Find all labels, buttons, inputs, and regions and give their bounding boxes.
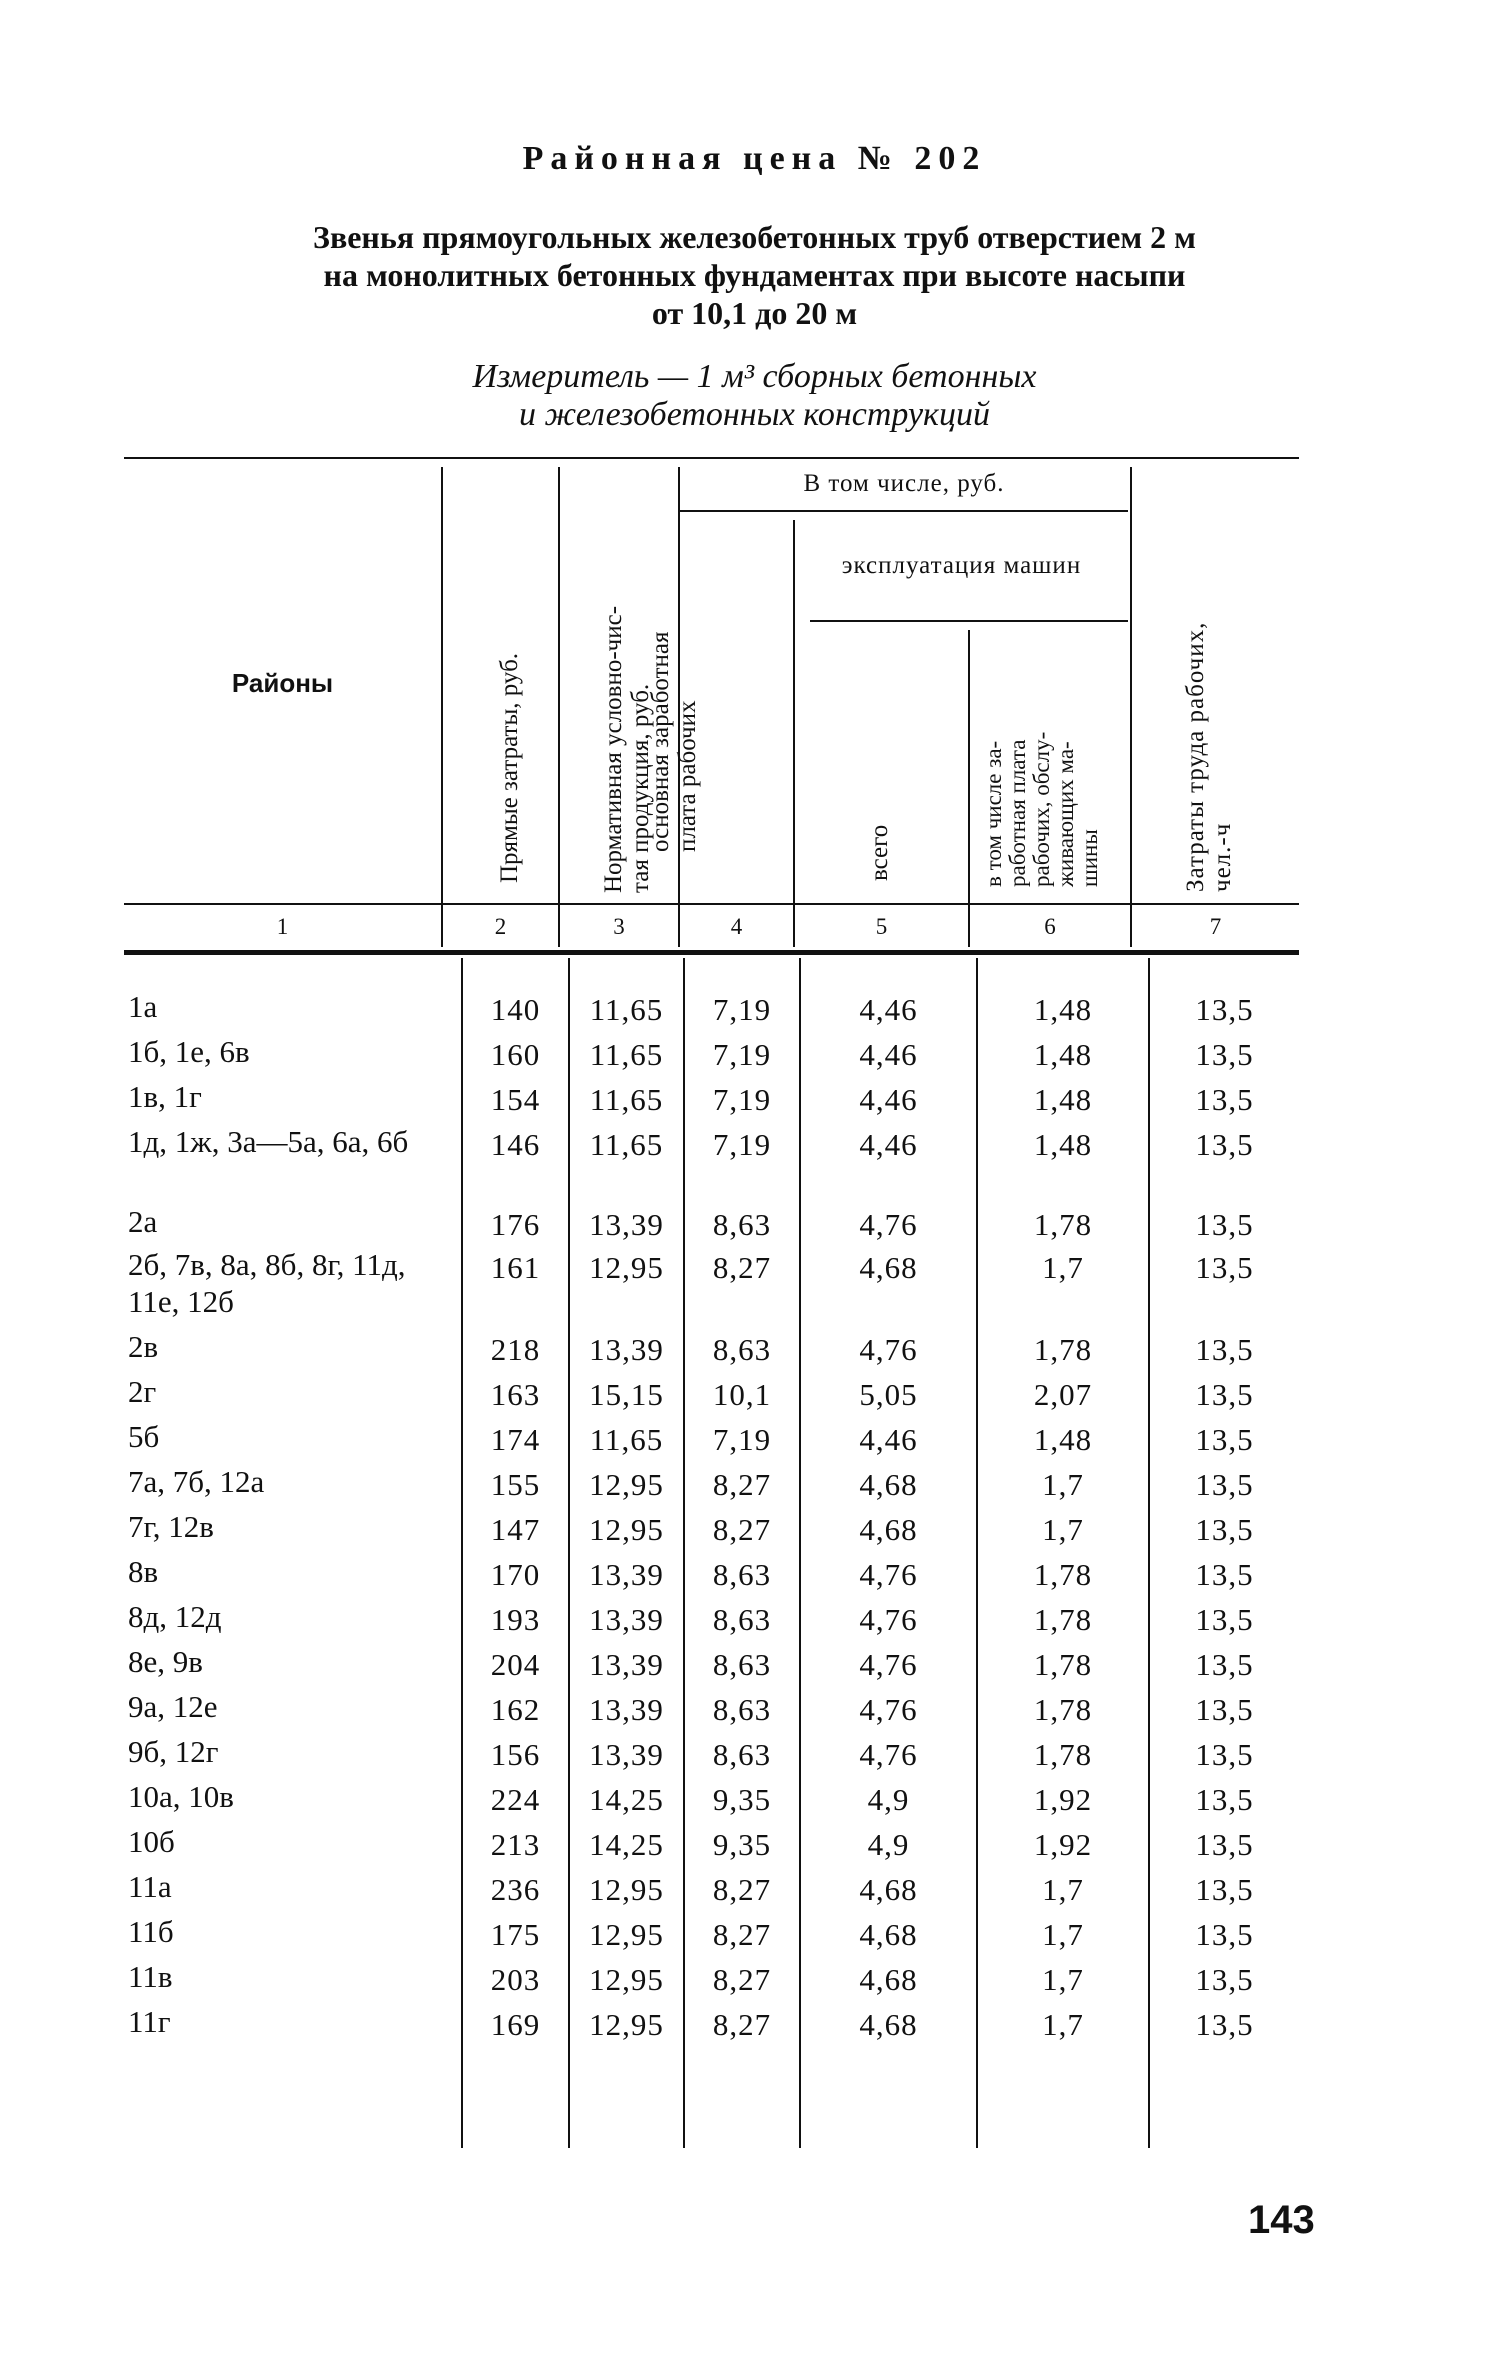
row-cell: 9,35 xyxy=(712,1782,772,1817)
row-cell: 162 xyxy=(490,1692,541,1727)
column-number: 3 xyxy=(613,914,625,939)
row-region: 8в xyxy=(128,1554,159,1589)
header-labor-line: чел.-ч xyxy=(1209,822,1236,892)
row-cell: 11,65 xyxy=(589,1037,664,1072)
table-row xyxy=(0,1913,1509,1957)
row-cell: 176 xyxy=(490,1207,541,1242)
row-cell: 1,7 xyxy=(1042,2007,1084,2042)
row-cell: 11,65 xyxy=(589,1422,664,1457)
row-cell: 4,76 xyxy=(859,1602,918,1637)
row-cell: 169 xyxy=(490,2007,541,2042)
table-row xyxy=(0,1643,1509,1687)
measure-line: Измеритель — 1 м³ сборных бетонных xyxy=(472,358,1037,395)
row-cell: 1,48 xyxy=(1033,1422,1093,1457)
row-cell: 1,48 xyxy=(1033,1037,1093,1072)
header-total xyxy=(866,781,894,881)
row-cell: 13,5 xyxy=(1195,1422,1254,1457)
row-cell: 7,19 xyxy=(712,1422,772,1457)
row-region: 2б, 7в, 8а, 8б, 8г, 11д, 11е, 12б xyxy=(128,1247,406,1319)
header-machines: эксплуатация машин xyxy=(841,552,1082,579)
row-cell: 155 xyxy=(490,1467,541,1502)
column-number: 6 xyxy=(1044,914,1056,939)
row-cell: 15,15 xyxy=(589,1377,664,1412)
column-divider xyxy=(441,467,443,947)
row-cell: 13,5 xyxy=(1195,2007,1254,2042)
row-region: 2г xyxy=(128,1374,157,1409)
column-divider xyxy=(558,467,560,947)
row-region: 10а, 10в xyxy=(128,1779,234,1814)
page-number: 143 xyxy=(1248,2198,1315,2242)
row-cell: 7,19 xyxy=(712,992,772,1027)
row-cell: 5,05 xyxy=(859,1377,918,1412)
table-row xyxy=(0,1688,1509,1732)
row-region: 1в, 1г xyxy=(128,1079,202,1114)
header-machine-wage-line: работная плата xyxy=(1005,739,1030,887)
row-cell: 1,7 xyxy=(1042,1512,1084,1547)
row-cell: 13,39 xyxy=(589,1332,664,1367)
row-region: 11в xyxy=(128,1959,173,1994)
table-row xyxy=(0,1598,1509,1642)
measure-unit xyxy=(140,358,1369,434)
header-rule-including xyxy=(678,510,1128,512)
column-number: 1 xyxy=(276,914,289,939)
row-cell: 4,68 xyxy=(859,1512,918,1547)
row-cell: 174 xyxy=(490,1422,541,1457)
row-cell: 4,9 xyxy=(867,1782,910,1817)
row-cell: 13,5 xyxy=(1195,1737,1254,1772)
row-cell: 156 xyxy=(490,1737,541,1772)
subtitle-line: Звенья прямоугольных железобетонных труб отверстием 2 м xyxy=(313,219,1196,255)
row-cell: 4,68 xyxy=(859,1872,918,1907)
row-cell: 8,63 xyxy=(712,1602,772,1637)
table-row xyxy=(0,1246,1509,1319)
row-region: 7г, 12в xyxy=(128,1509,214,1544)
row-cell: 218 xyxy=(490,1332,541,1367)
row-region: 11б xyxy=(128,1914,174,1949)
row-cell: 13,5 xyxy=(1195,1250,1254,1285)
row-cell: 8,27 xyxy=(712,1917,772,1952)
row-cell: 13,5 xyxy=(1195,1962,1254,1997)
column-divider xyxy=(968,630,970,947)
header-machine-wage-line: живающих ма- xyxy=(1053,741,1078,887)
row-cell: 1,48 xyxy=(1033,992,1093,1027)
row-cell: 213 xyxy=(490,1827,541,1862)
row-cell: 10,1 xyxy=(712,1377,772,1412)
header-base-wage-line: плата рабочих xyxy=(674,700,701,852)
row-cell: 4,46 xyxy=(859,992,918,1027)
row-cell: 8,63 xyxy=(712,1647,772,1682)
column-divider xyxy=(1130,467,1132,947)
row-cell: 13,5 xyxy=(1195,1647,1254,1682)
row-cell: 4,76 xyxy=(859,1737,918,1772)
row-cell: 4,46 xyxy=(859,1127,918,1162)
row-cell: 4,76 xyxy=(859,1332,918,1367)
row-cell: 1,78 xyxy=(1033,1647,1093,1682)
table-row xyxy=(0,988,1509,1032)
row-cell: 12,95 xyxy=(589,1962,664,1997)
row-cell: 4,68 xyxy=(859,2007,918,2042)
row-cell: 13,39 xyxy=(589,1557,664,1592)
column-numbers-rule xyxy=(124,950,1299,955)
row-region: 10б xyxy=(128,1824,175,1859)
row-cell: 8,27 xyxy=(712,1872,772,1907)
row-cell: 12,95 xyxy=(589,1250,664,1285)
row-cell: 204 xyxy=(490,1647,541,1682)
row-cell: 13,5 xyxy=(1195,1082,1254,1117)
row-cell: 11,65 xyxy=(589,1127,664,1162)
header-normative-line: Нормативная условно-чис- xyxy=(600,605,627,893)
table-row xyxy=(0,1733,1509,1777)
row-cell: 12,95 xyxy=(589,2007,664,2042)
row-cell: 8,27 xyxy=(712,1962,772,1997)
row-cell: 2,07 xyxy=(1033,1377,1093,1412)
row-cell: 9,35 xyxy=(712,1827,772,1862)
row-cell: 147 xyxy=(490,1512,541,1547)
row-cell: 8,27 xyxy=(712,1250,772,1285)
row-region: 8д, 12д xyxy=(128,1599,222,1634)
row-region: 2в xyxy=(128,1329,159,1364)
row-cell: 1,78 xyxy=(1033,1737,1093,1772)
row-cell: 193 xyxy=(490,1602,541,1637)
header-direct-costs-text: Прямые затраты, руб. xyxy=(496,652,523,883)
row-cell: 4,9 xyxy=(867,1827,910,1862)
row-cell: 13,5 xyxy=(1195,1207,1254,1242)
row-cell: 8,63 xyxy=(712,1207,772,1242)
subtitle-line: на монолитных бетонных фундаментах при высоте насыпи xyxy=(323,257,1186,293)
row-cell: 13,5 xyxy=(1195,1917,1254,1952)
row-cell: 4,76 xyxy=(859,1557,918,1592)
header-labor xyxy=(1182,492,1238,892)
row-cell: 140 xyxy=(490,992,541,1027)
table-row xyxy=(0,1823,1509,1867)
table-row xyxy=(0,1553,1509,1597)
column-number: 7 xyxy=(1209,914,1222,939)
row-cell: 7,19 xyxy=(712,1082,772,1117)
row-cell: 1,78 xyxy=(1033,1557,1093,1592)
row-cell: 4,46 xyxy=(859,1037,918,1072)
row-cell: 13,5 xyxy=(1195,1332,1254,1367)
row-region: 11а xyxy=(128,1869,172,1904)
row-cell: 13,5 xyxy=(1195,1377,1254,1412)
row-cell: 1,48 xyxy=(1033,1082,1093,1117)
row-cell: 203 xyxy=(490,1962,541,1997)
table-row xyxy=(0,1078,1509,1122)
table-row xyxy=(0,1508,1509,1552)
row-cell: 13,39 xyxy=(589,1602,664,1637)
table-row xyxy=(0,1418,1509,1462)
row-cell: 12,95 xyxy=(589,1512,664,1547)
row-cell: 4,76 xyxy=(859,1207,918,1242)
row-cell: 236 xyxy=(490,1872,541,1907)
table-row xyxy=(0,1373,1509,1417)
row-cell: 170 xyxy=(490,1557,541,1592)
row-cell: 13,5 xyxy=(1195,1467,1254,1502)
row-region: 9б, 12г xyxy=(128,1734,219,1769)
table-row xyxy=(0,1033,1509,1077)
table-row xyxy=(0,1328,1509,1372)
row-cell: 8,63 xyxy=(712,1737,772,1772)
row-cell: 13,39 xyxy=(589,1647,664,1682)
page-title: Районная цена № 202 xyxy=(522,140,987,177)
header-direct-costs xyxy=(496,463,526,883)
header-machine-wage-line: шины xyxy=(1077,829,1102,887)
row-cell: 8,27 xyxy=(712,1467,772,1502)
column-number: 4 xyxy=(730,914,743,939)
row-cell: 1,78 xyxy=(1033,1332,1093,1367)
row-cell: 7,19 xyxy=(712,1127,772,1162)
header-base-wage xyxy=(647,522,703,852)
row-cell: 4,76 xyxy=(859,1692,918,1727)
row-cell: 1,7 xyxy=(1042,1872,1084,1907)
row-cell: 163 xyxy=(490,1377,541,1412)
table-top-rule xyxy=(124,457,1299,459)
row-cell: 1,92 xyxy=(1033,1782,1093,1817)
row-cell: 8,27 xyxy=(712,2007,772,2042)
row-cell: 7,19 xyxy=(712,1037,772,1072)
row-cell: 8,63 xyxy=(712,1557,772,1592)
row-cell: 1,7 xyxy=(1042,1917,1084,1952)
row-region: 2а xyxy=(128,1204,158,1239)
header-machine-wage-line: рабочих, обслу- xyxy=(1029,731,1054,887)
row-cell: 154 xyxy=(490,1082,541,1117)
row-cell: 13,5 xyxy=(1195,992,1254,1027)
header-machine-wage xyxy=(982,637,1102,887)
row-cell: 11,65 xyxy=(589,1082,664,1117)
column-number: 2 xyxy=(494,914,507,939)
row-cell: 1,92 xyxy=(1033,1827,1093,1862)
row-cell: 146 xyxy=(490,1127,541,1162)
row-region: 5б xyxy=(128,1419,160,1454)
row-cell: 8,63 xyxy=(712,1332,772,1367)
measure-line: и железобетонных конструкций xyxy=(519,396,990,433)
row-cell: 13,5 xyxy=(1195,1872,1254,1907)
column-number: 5 xyxy=(875,914,888,939)
row-region: 1д, 1ж, 3а—5а, 6а, 6б xyxy=(128,1124,409,1159)
row-region: 9а, 12е xyxy=(128,1689,218,1724)
row-cell: 4,46 xyxy=(859,1082,918,1117)
row-cell: 161 xyxy=(490,1250,541,1285)
row-cell: 1,78 xyxy=(1033,1207,1093,1242)
row-cell: 1,78 xyxy=(1033,1692,1093,1727)
row-cell: 13,5 xyxy=(1195,1602,1254,1637)
row-cell: 224 xyxy=(490,1782,541,1817)
row-cell: 13,39 xyxy=(589,1207,664,1242)
header-rule-machines xyxy=(810,620,1128,622)
table-row xyxy=(0,1123,1509,1167)
header-labor-line: Затраты труда рабочих, xyxy=(1182,621,1209,892)
row-cell: 4,68 xyxy=(859,1917,918,1952)
row-cell: 1,7 xyxy=(1042,1467,1084,1502)
row-cell: 4,68 xyxy=(859,1467,918,1502)
row-region: 11г xyxy=(128,2004,171,2039)
table-row xyxy=(0,1203,1509,1247)
row-region: 8е, 9в xyxy=(128,1644,203,1679)
row-cell: 1,78 xyxy=(1033,1602,1093,1637)
row-cell: 4,68 xyxy=(859,1250,918,1285)
row-cell: 12,95 xyxy=(589,1467,664,1502)
row-cell: 13,5 xyxy=(1195,1827,1254,1862)
table-row xyxy=(0,1868,1509,1912)
row-cell: 13,39 xyxy=(589,1737,664,1772)
row-cell: 4,68 xyxy=(859,1962,918,1997)
row-cell: 13,5 xyxy=(1195,1557,1254,1592)
header-region: Районы xyxy=(231,668,334,698)
row-cell: 8,63 xyxy=(712,1692,772,1727)
row-cell: 160 xyxy=(490,1037,541,1072)
row-cell: 13,5 xyxy=(1195,1782,1254,1817)
subtitle xyxy=(140,218,1369,332)
row-cell: 1,7 xyxy=(1042,1962,1084,1997)
header-bottom-rule xyxy=(124,903,1299,905)
row-cell: 8,27 xyxy=(712,1512,772,1547)
header-base-wage-line: основная заработная xyxy=(647,631,674,852)
table-row xyxy=(0,1778,1509,1822)
row-cell: 13,5 xyxy=(1195,1512,1254,1547)
row-cell: 4,76 xyxy=(859,1647,918,1682)
table-row xyxy=(0,2003,1509,2047)
row-cell: 1,7 xyxy=(1042,1250,1084,1285)
header-total-text: всего xyxy=(866,824,893,881)
header-machine-wage-line: в том числе за- xyxy=(981,740,1006,887)
row-cell: 13,5 xyxy=(1195,1037,1254,1072)
header-normative-line: тая продукция, руб. xyxy=(627,683,654,893)
row-region: 1б, 1е, 6в xyxy=(128,1034,250,1069)
row-region: 7а, 7б, 12а xyxy=(128,1464,265,1499)
row-cell: 12,95 xyxy=(589,1917,664,1952)
row-cell: 12,95 xyxy=(589,1872,664,1907)
table-row xyxy=(0,1463,1509,1507)
table-row xyxy=(0,1958,1509,2002)
row-cell: 1,48 xyxy=(1033,1127,1093,1162)
row-cell: 4,46 xyxy=(859,1422,918,1457)
header-including: В том числе, руб. xyxy=(803,470,1005,497)
row-cell: 13,5 xyxy=(1195,1127,1254,1162)
row-cell: 13,39 xyxy=(589,1692,664,1727)
row-cell: 14,25 xyxy=(589,1782,664,1817)
row-cell: 11,65 xyxy=(589,992,664,1027)
row-cell: 13,5 xyxy=(1195,1692,1254,1727)
row-region: 1а xyxy=(128,989,158,1024)
row-cell: 14,25 xyxy=(589,1827,664,1862)
column-divider xyxy=(793,520,795,947)
subtitle-line: от 10,1 до 20 м xyxy=(651,295,858,331)
row-cell: 175 xyxy=(490,1917,541,1952)
